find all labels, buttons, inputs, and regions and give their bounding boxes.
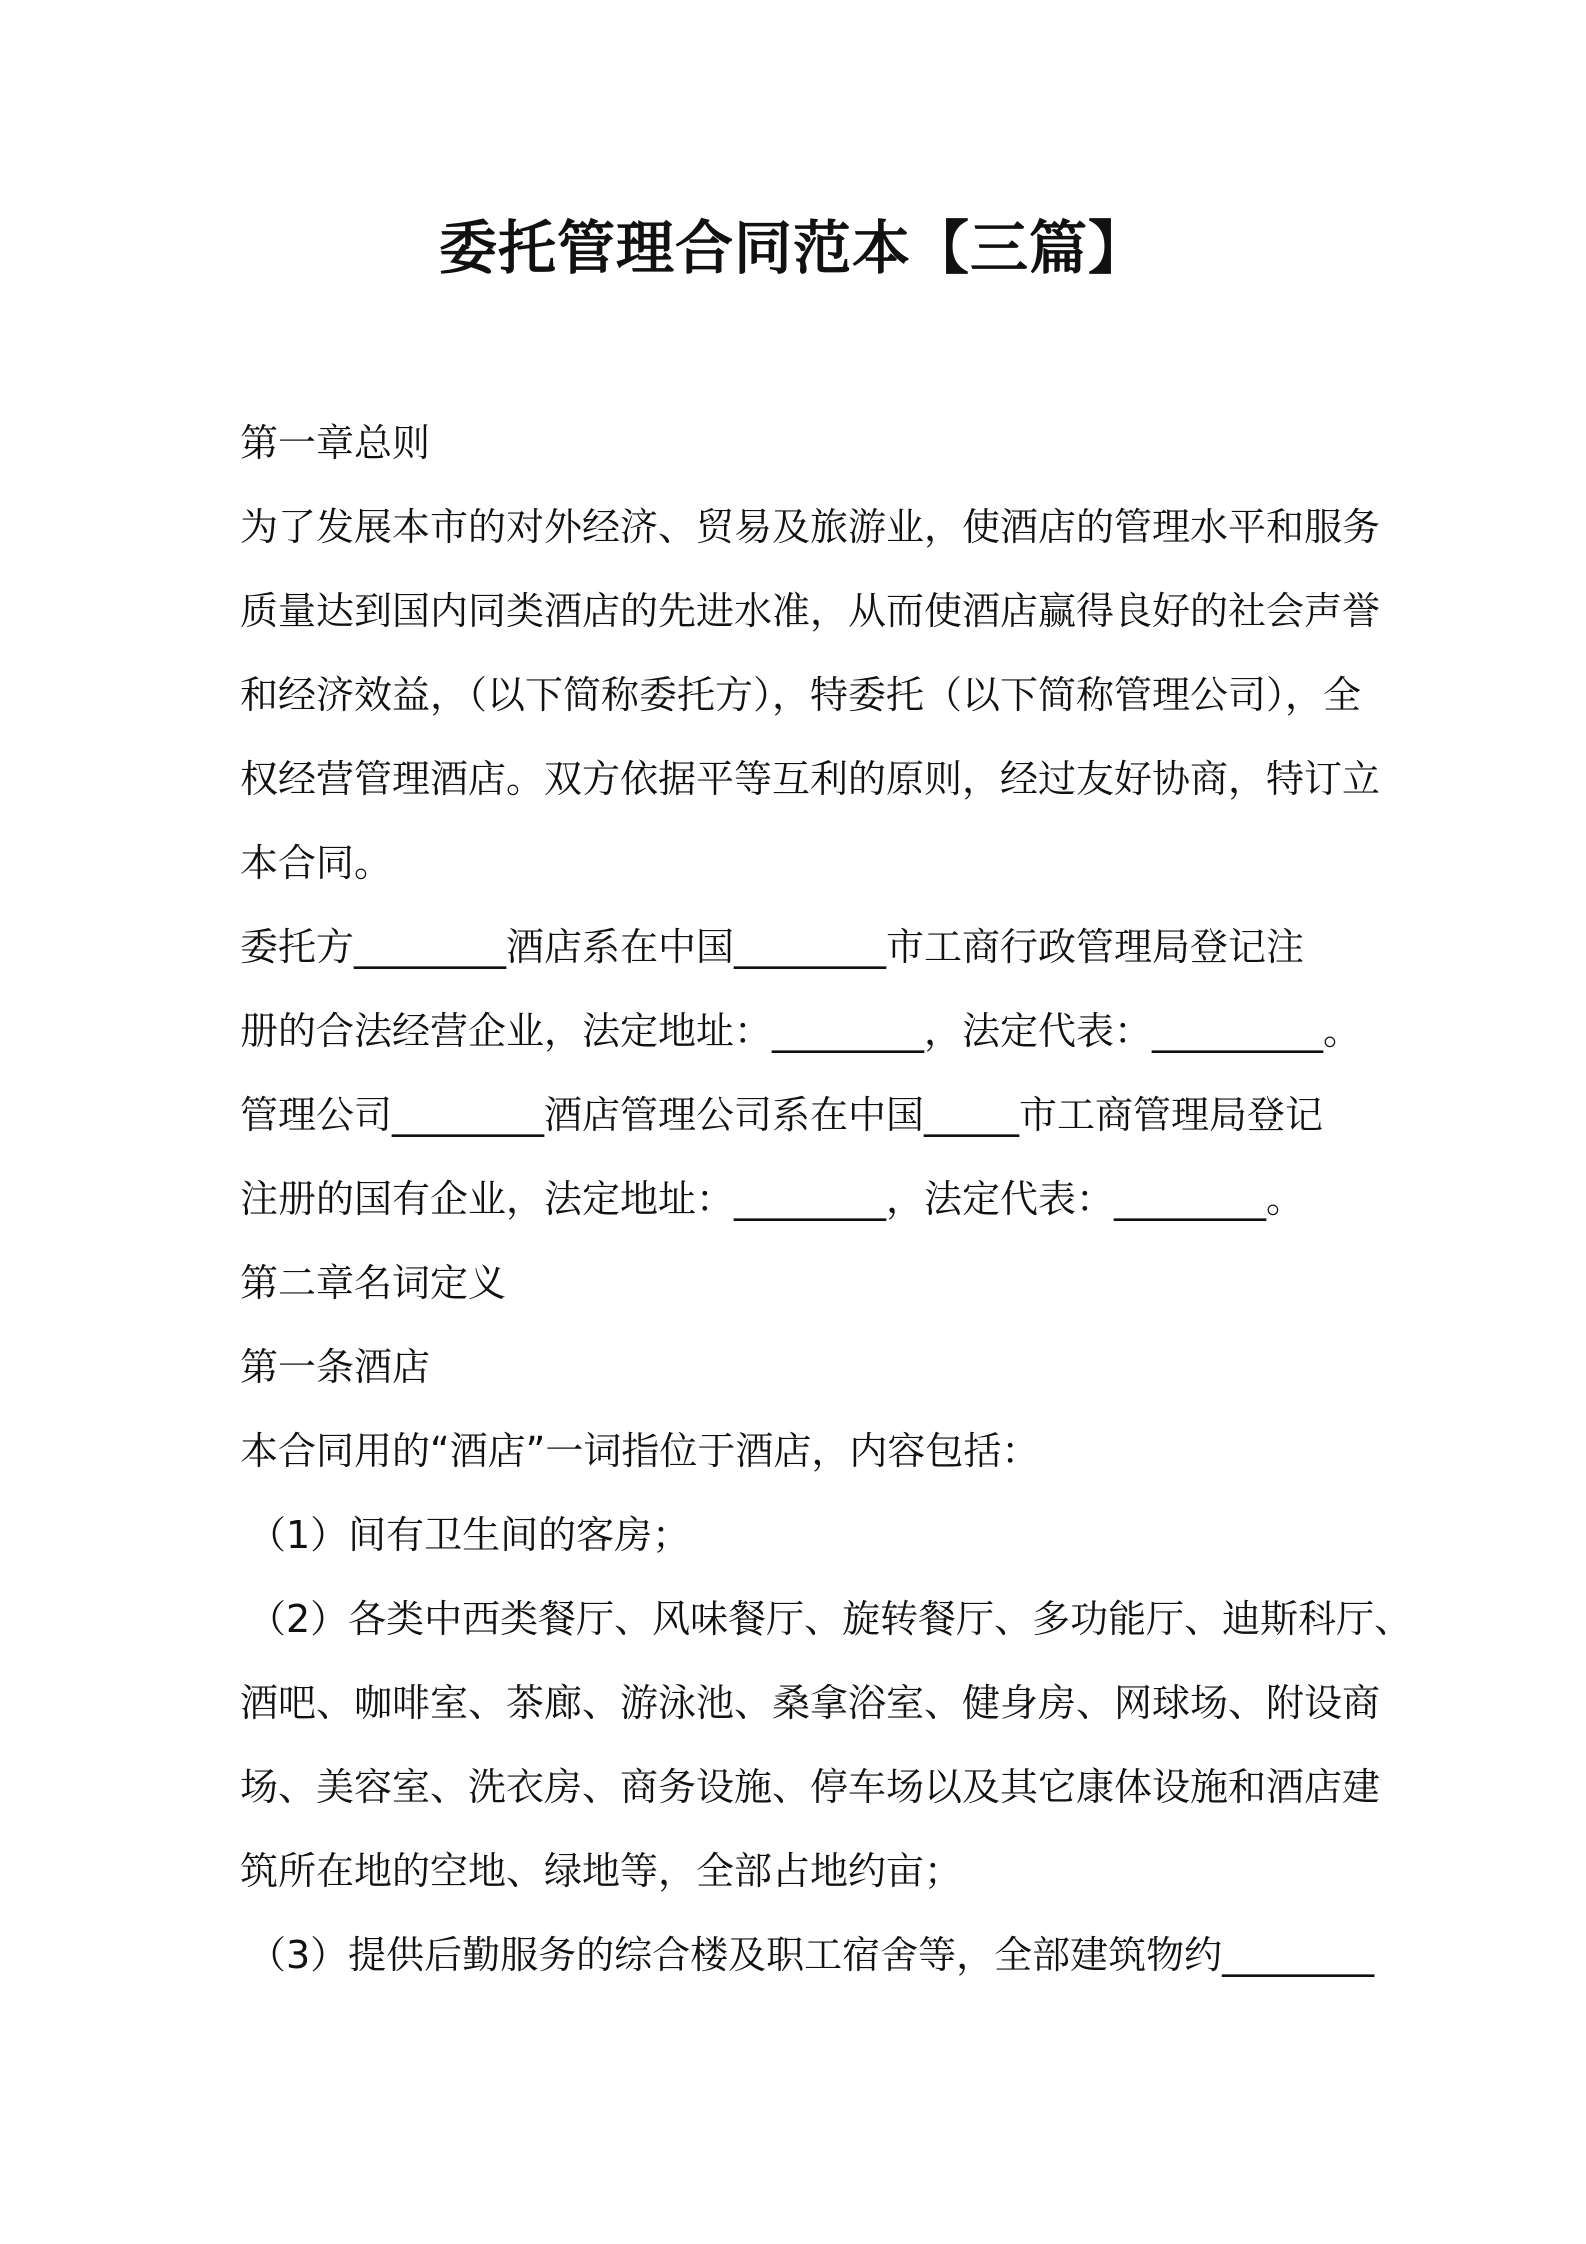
paragraph-line: 委托方________酒店系在中国________市工商行政管理局登记注 <box>240 925 1305 969</box>
paragraph-line: 管理公司________酒店管理公司系在中国_____市工商管理局登记 <box>240 1093 1324 1137</box>
list-item-2: （2）各类中西类餐厅、风味餐厅、旋转餐厅、多功能厅、迪斯科厅、 <box>248 1597 1413 1641</box>
paragraph-line: 注册的国有企业，法定地址：________，法定代表：________。 <box>240 1177 1305 1221</box>
paragraph-line: 本合同。 <box>240 841 393 885</box>
document-title: 委托管理合同范本【三篇】 <box>438 214 1147 282</box>
paragraph-line: 权经营管理酒店。双方依据平等互利的原则，经过友好协商，特订立 <box>240 757 1381 801</box>
article-heading-hotel: 第一条酒店 <box>240 1345 431 1389</box>
list-item-1: （1）间有卫生间的客房； <box>248 1513 691 1557</box>
chapter-heading-general: 第一章总则 <box>240 421 431 465</box>
paragraph-line: 和经济效益，（以下简称委托方），特委托（以下简称管理公司），全 <box>240 673 1362 717</box>
chapter-heading-definitions: 第二章名词定义 <box>240 1261 507 1305</box>
paragraph-line: 酒吧、咖啡室、茶廊、游泳池、桑拿浴室、健身房、网球场、附设商 <box>240 1681 1381 1725</box>
list-item-3: （3）提供后勤服务的综合楼及职工宿舍等，全部建筑物约________ <box>248 1933 1375 1977</box>
paragraph-line: 册的合法经营企业，法定地址：________，法定代表：_________。 <box>240 1009 1362 1053</box>
paragraph-line: 本合同用的“酒店”一词指位于酒店，内容包括： <box>240 1429 1040 1473</box>
document-body <box>240 401 1413 1997</box>
paragraph-line: 筑所在地的空地、绿地等，全部占地约亩； <box>240 1849 963 1893</box>
paragraph-line: 场、美容室、洗衣房、商务设施、停车场以及其它康体设施和酒店建 <box>240 1765 1381 1809</box>
paragraph-line: 为了发展本市的对外经济、贸易及旅游业，使酒店的管理水平和服务 <box>240 505 1381 549</box>
paragraph-line: 质量达到国内同类酒店的先进水准，从而使酒店赢得良好的社会声誉 <box>240 589 1381 633</box>
